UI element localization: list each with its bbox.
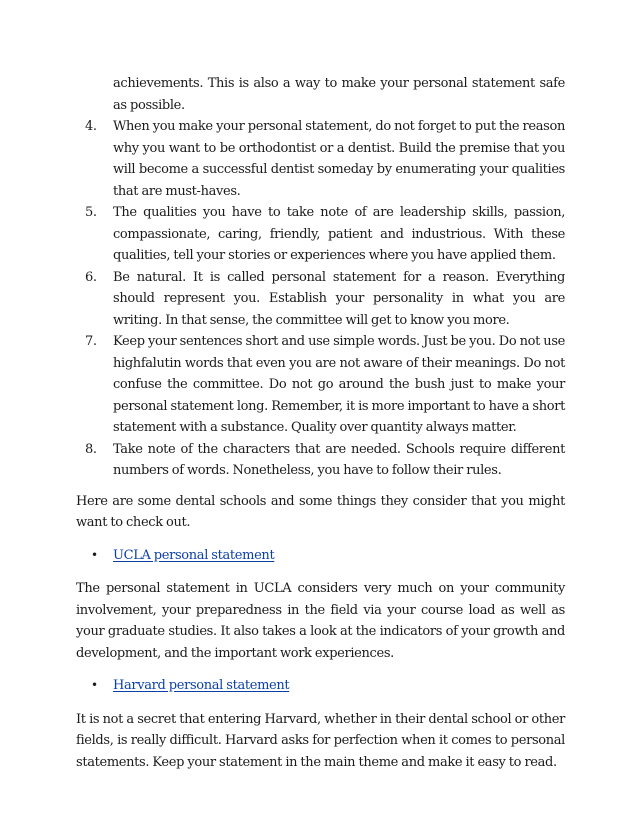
- list-item-text: Keep your sentences short and use simple words. Just be you. Do not use highfalutin words that even you are not aware of their meanings. Do not confuse the committee. Do not go around the bush just to make your personal statement long. Remember, it is more important to have a short statement with a substance. Quality over quantity always matter.: [113, 334, 565, 435]
- list-item-number: 4.: [85, 119, 97, 134]
- list-continuation-text: achievements. This is also a way to make your personal statement safe as possible.: [113, 76, 565, 113]
- intro-paragraph: Here are some dental schools and some things they consider that you might want to check out.: [76, 493, 565, 530]
- list-item-number: 8.: [85, 441, 97, 457]
- list-item-text: Take note of the characters that are needed. Schools require different numbers of words. Nonetheless, you have to follow their rules.: [113, 441, 565, 478]
- list-item-number: 5.: [85, 205, 97, 220]
- ucla-paragraph: The personal statement in UCLA considers very much on your community involvement, your preparedness in the field via your course load as well as your graduate studies. It also takes a look at the indicators of your growth and development, and the important work experiences.: [76, 581, 565, 661]
- ucla-bullet-item: [91, 545, 565, 567]
- ucla-personal-statement-link[interactable]: UCLA personal statement: [113, 547, 275, 563]
- list-item-number: 6.: [85, 269, 97, 285]
- list-item-8: [85, 439, 565, 482]
- list-item-text: Be natural. It is called personal statement for a reason. Everything should represent you. Establish your personality in what you are writing. In that sense, the committee will get to know you more.: [113, 269, 565, 328]
- list-item-4: [85, 116, 565, 202]
- bullet-icon: •: [91, 547, 98, 562]
- harvard-bullet-item: [91, 675, 565, 697]
- document-page: [76, 73, 565, 773]
- list-item-7: [85, 331, 565, 439]
- list-item-6: [85, 267, 565, 332]
- bullet-icon: •: [91, 678, 98, 692]
- list-item-5: [85, 202, 565, 267]
- list-item-text: The qualities you have to take note of are leadership skills, passion, compassionate, caring, friendly, patient and industrious. With these qualities, tell your stories or experiences where you have applied them.: [113, 205, 565, 263]
- harvard-personal-statement-link[interactable]: Harvard personal statement: [113, 678, 290, 693]
- list-item-text: When you make your personal statement, do not forget to put the reason why you want to be orthodontist or a dentist. Build the premise that you will become a successful dentist someday by enumerating your qualities that are must-haves.: [113, 119, 565, 199]
- list-item-number: 7.: [85, 334, 97, 349]
- harvard-paragraph: It is not a secret that entering Harvard, whether in their dental school or other fields, is really difficult. Harvard asks for perfection when it comes to personal statements. Keep your statement in the main theme and make it easy to read.: [76, 711, 565, 770]
